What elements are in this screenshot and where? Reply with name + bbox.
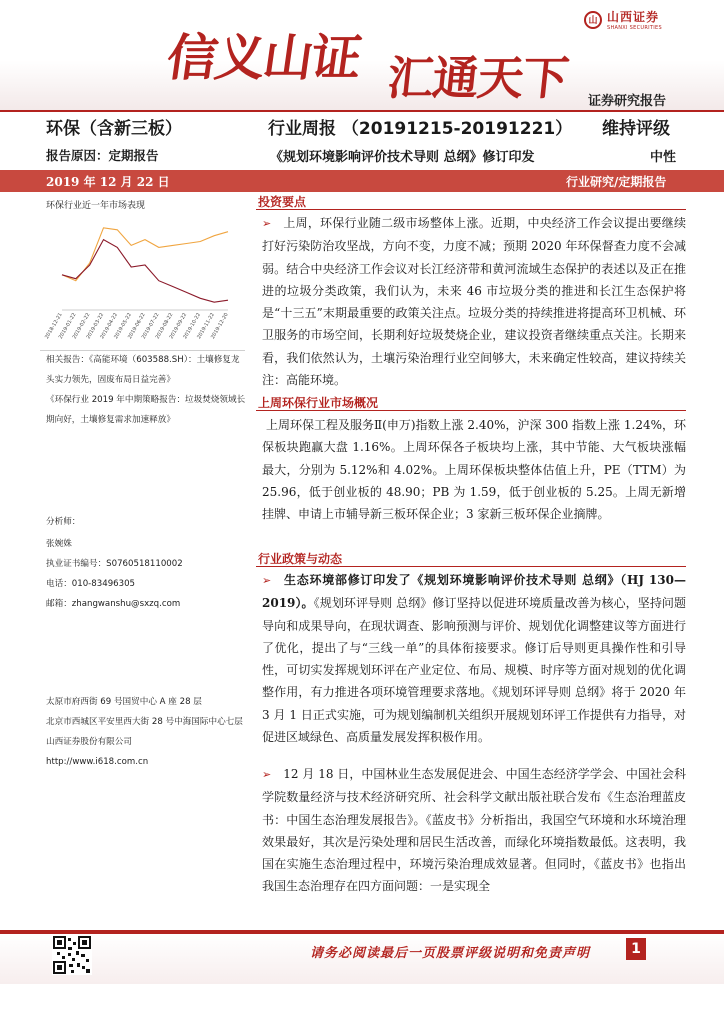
related-reports [46, 350, 246, 430]
chart-x-tick-label: 2019-07-22 [140, 312, 161, 341]
chart-x-tick-label: 2018-12-21 [44, 312, 64, 341]
logo-cn: 山西证券 [607, 10, 660, 24]
company-name: 山西证券股份有限公司 [46, 737, 132, 747]
slogan-part2: 汇通天下 [384, 51, 571, 105]
qr-code-icon [52, 935, 92, 975]
policy-p1-lead: 生态环境部修订印发了《规划环境影响评价技术导则 总纲》（HJ 130—2019）。 [262, 573, 686, 611]
phone: 电话：010-83496305 [46, 579, 136, 589]
license-number: 执业证书编号：S0760518110002 [46, 559, 183, 569]
analyst-label: 分析师： [46, 517, 81, 527]
report-date: 2019 年 12 月 22 日 [46, 175, 170, 189]
chart-series-line-1 [62, 240, 228, 303]
section-rule [256, 566, 686, 567]
company-logo [584, 8, 662, 31]
related-label: 相关报告： [46, 355, 89, 365]
related-report-1[interactable]: 《高能环境（603588.SH）：土壤修复龙头实力领先，固废布局日益完善》 [46, 355, 240, 385]
chart-x-tick-label: 2019-06-22 [127, 312, 147, 341]
report-kind: 行业周报 （20191215-20191221） [268, 119, 573, 139]
page-number: 1 [626, 938, 646, 960]
chart-x-tick-label: 2019-05-22 [113, 312, 133, 341]
report-reason: 报告原因：定期报告 [46, 148, 159, 163]
header-banner [0, 0, 724, 110]
chart-title: 环保行业近一年市场表现 [46, 201, 146, 211]
slogan-part1: 信义山证 [163, 28, 364, 87]
chart-x-tick-label: 2019-04-22 [99, 312, 120, 341]
chart-x-tick-label: 2019-03-22 [85, 312, 106, 341]
chart-x-tick-label: 2019-10-22 [182, 312, 203, 341]
section-rule [256, 410, 686, 411]
address-taiyuan: 太原市府西街 69 号国贸中心 A 座 28 层 [46, 697, 202, 707]
related-report-2[interactable]: 《环保行业 2019 年中期策略报告：垃圾焚烧领域长期向好，土壤修复需求加速释放》 [46, 395, 246, 425]
market-overview-text: 上周环保工程及服务Ⅱ(申万)指数上涨 2.40%，沪深 300 指数上涨 1.24%，环保板块跑赢大盘 1.16%。上周环保各子板块均上涨，其中节能、大气板块涨幅最大，分别为 5.12%和 4.02%。上周环保板块整体估值上升，PE（TTM）为 25.96，低于创业板的 48.90；PB 为 1.59，低于创业板的 5.25。上周无新增挂牌、申请上市辅导新三板环保企业；3 家新三板环保企业摘牌。 [262, 418, 686, 522]
rating-value: 中性 [650, 150, 677, 165]
website-link[interactable]: http://www.i618.com.cn [46, 757, 149, 767]
chart-x-tick-label: 2019-11-22 [196, 312, 216, 341]
arrow-bullet-icon: ➢ [262, 574, 272, 587]
disclaimer: 请务必阅读最后一页股票评级说明和免责声明 [310, 946, 591, 961]
investment-points-body: 上周，环保行业随二级市场整体上涨。近期，中央经济工作会议提出要继续打好污染防治攻坚战，方向不变，力度不减；预期 2020 年环保督查力度不会减弱。结合中央经济工作会议对长江经济带和黄河流域生态保护的表述以及正在推进的垃圾分类政策，我们认为，未来 46 市垃圾分类的推进和长江生态保护将是“十三五”末期最重要的政策关注点。垃圾分类的持续推进将提高环卫机械、环卫服务的市场空间，长期利好垃圾焚烧企业，建议投资者继续重点关注。长期来看，我们依然认为，土壤污染治理行业空间够大，未来确定性较高，建议持续关注：高能环境。 [262, 216, 686, 388]
chart-x-tick-label: 2019-01-22 [57, 312, 78, 341]
report-type: 证券研究报告 [588, 94, 667, 109]
market-performance-chart [40, 210, 238, 350]
arrow-bullet-icon: ➢ [262, 768, 272, 781]
section-investment-points: 投资要点 [258, 195, 307, 209]
chart-x-tick-label: 2019-02-22 [71, 312, 92, 341]
email[interactable]: 邮箱：zhangwanshu@sxzq.com [46, 599, 181, 609]
policy-paragraph-1 [262, 569, 686, 748]
analyst-block [46, 512, 246, 614]
policy-p1-body: 《规划环评导则 总纲》修订坚持以促进环境质量改善为核心，坚持问题导向和成果导向，在现状调查、影响预测与评价、规划优化调整建议等方面进行了优化，提出了与“三线一单”的具体衔接要求。修订后导则更具操作性和引导性，可切实发挥规划环评在产业定位、布局、规模、时序等方面对规划的优化调整作用，有力推进各项环境管理要求落地。《规划环评导则 总纲》将于 2020 年 3 月 1 日正式实施，可为规划编制机关组织开展规划环评工作提供有力指导，对促进区域绿色、高质量发展发挥积极作用。 [262, 596, 686, 745]
section-policy: 行业政策与动态 [258, 552, 343, 566]
logo-en: SHANXI SECURITIES [607, 25, 662, 31]
section-market-overview: 上周环保行业市场概况 [258, 396, 379, 410]
chart-series-line-0 [62, 228, 228, 281]
analyst-name: 张婉姝 [46, 539, 72, 549]
address-block [46, 692, 246, 772]
shanxi-logo-icon: 山 [584, 11, 602, 29]
policy-p2-body: 12 月 18 日，中国林业生态发展促进会、中国生态经济学学会、中国社会科学院数量经济与技术经济研究所、社会科学文献出版社联合发布《生态治理蓝皮书：中国生态治理发展报告》。《蓝皮书》分析指出，我国空气环境和水环境治理效果最好，其次是污染处理和居民生活改善，而绿化环境指数最低。这表明，我国在实施生态治理过程中，环境污染治理成效显著。但同时，《蓝皮书》也指出我国生态治理存在四方面问题：一是实现全 [262, 767, 686, 894]
section-rule [256, 209, 686, 210]
report-category: 行业研究/定期报告 [566, 175, 667, 189]
chart-x-tick-label: 2019-09-22 [168, 312, 189, 341]
rating-label: 维持评级 [602, 119, 670, 139]
address-beijing: 北京市西城区平安里西大街 28 号中海国际中心七层 [46, 717, 243, 727]
sector-title: 环保（含新三板） [46, 119, 182, 139]
policy-paragraph-2 [262, 763, 686, 898]
arrow-bullet-icon: ➢ [262, 217, 272, 230]
headline: 《规划环境影响评价技术导则 总纲》修订印发 [270, 150, 535, 165]
chart-x-tick-label: 2019-08-22 [154, 312, 175, 341]
investment-points-text [262, 212, 686, 391]
chart-x-tick-label: 2019-12-20 [210, 312, 230, 341]
